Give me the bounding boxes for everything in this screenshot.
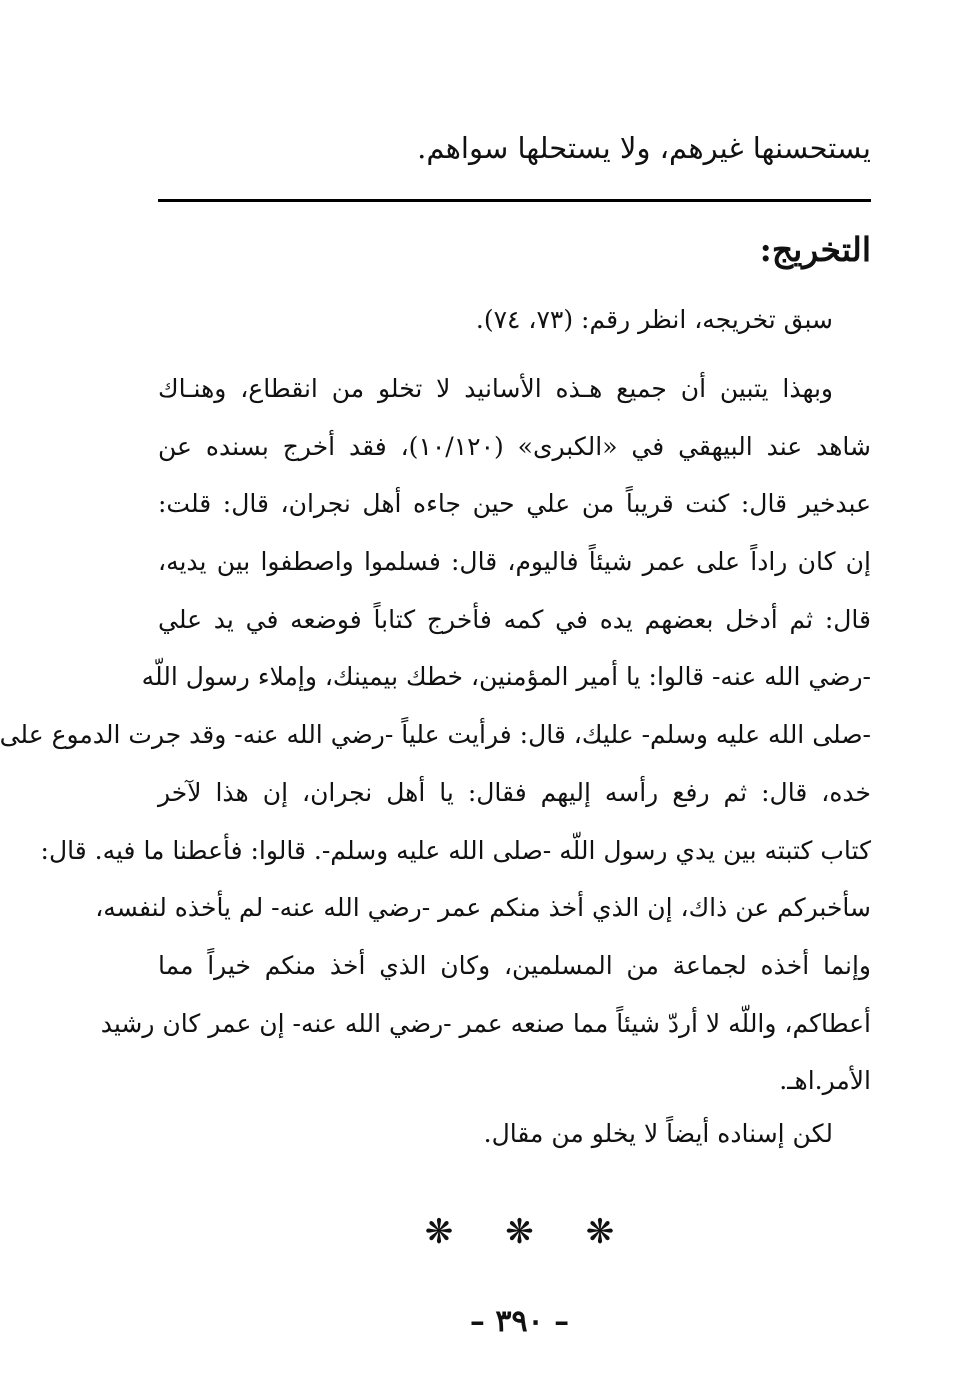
body-line: كتاب كتبته بين يدي رسول اللّه -صلى الله عليه وسلم-. قالوا: فأعطنا ما فيه. قال:: [40, 835, 871, 865]
asterism-icon: ❋: [585, 1212, 615, 1252]
body-line: شاهد عند البيهقي في «الكبرى» (١٠/١٢٠)، فقد أخرج بسنده عن: [158, 431, 871, 461]
section-heading: التخريج:: [759, 230, 871, 269]
body-line: قال: ثم أدخل بعضهم يده في كمه فأخرج كتاباً فوضعه في يد علي: [158, 604, 871, 634]
section-separator: [86, 1210, 953, 1254]
body-line: -رضي الله عنه- قالوا: يا أمير المؤمنين، خطك بيمينك، وإملاء رسول اللّه: [141, 662, 871, 692]
body-paragraph: [0, 364, 871, 1114]
conclusion-line: لكن إسناده أيضاً لا يخلو من مقال.: [483, 1119, 833, 1148]
asterism-icon: ❋: [505, 1212, 534, 1252]
body-line: إن كان راداً على عمر شيئاً فاليوم، قال: فسلموا واصطفوا بين يديه،: [158, 547, 871, 577]
horizontal-rule: [158, 199, 871, 202]
reference-line: سبق تخريجه، انظر رقم: (٧٣، ٧٤).: [475, 305, 833, 334]
body-line: وإنما أخذه لجماعة من المسلمين، وكان الذي أخذ منكم خيراً مما: [158, 950, 871, 980]
body-line: -صلى الله عليه وسلم- عليك، قال: فرأيت علياً -رضي الله عنه- وقد جرت الدموع على: [0, 720, 871, 750]
body-line: خده، قال: ثم رفع رأسه إليهم فقال: يا أهل نجران، إن هذا لآخر: [158, 777, 871, 807]
body-line: أعطاكم، واللّه لا أردّ شيئاً مما صنعه عمر -رضي الله عنه- إن عمر كان رشيد: [100, 1008, 871, 1038]
body-line: سأخبركم عن ذاك، إن الذي أخذ منكم عمر -رضي الله عنه- لم يأخذه لنفسه،: [95, 893, 871, 923]
asterism-icon: ❋: [424, 1212, 454, 1252]
body-line: وبهذا يتبين أن جميع هـذه الأسانيد لا تخلو من انقطاع، وهنـاك: [158, 374, 833, 403]
body-line: الأمر.اهـ.: [779, 1066, 871, 1096]
body-line: عبدخير قال: كنت قريباً من علي حين جاءه أهل نجران، قال: قلت:: [158, 489, 871, 519]
page-number: – ٣٩٠ –: [469, 1304, 570, 1339]
previous-paragraph-end: يستحسنها غيرهم، ولا يستحلها سواهم.: [417, 131, 871, 165]
